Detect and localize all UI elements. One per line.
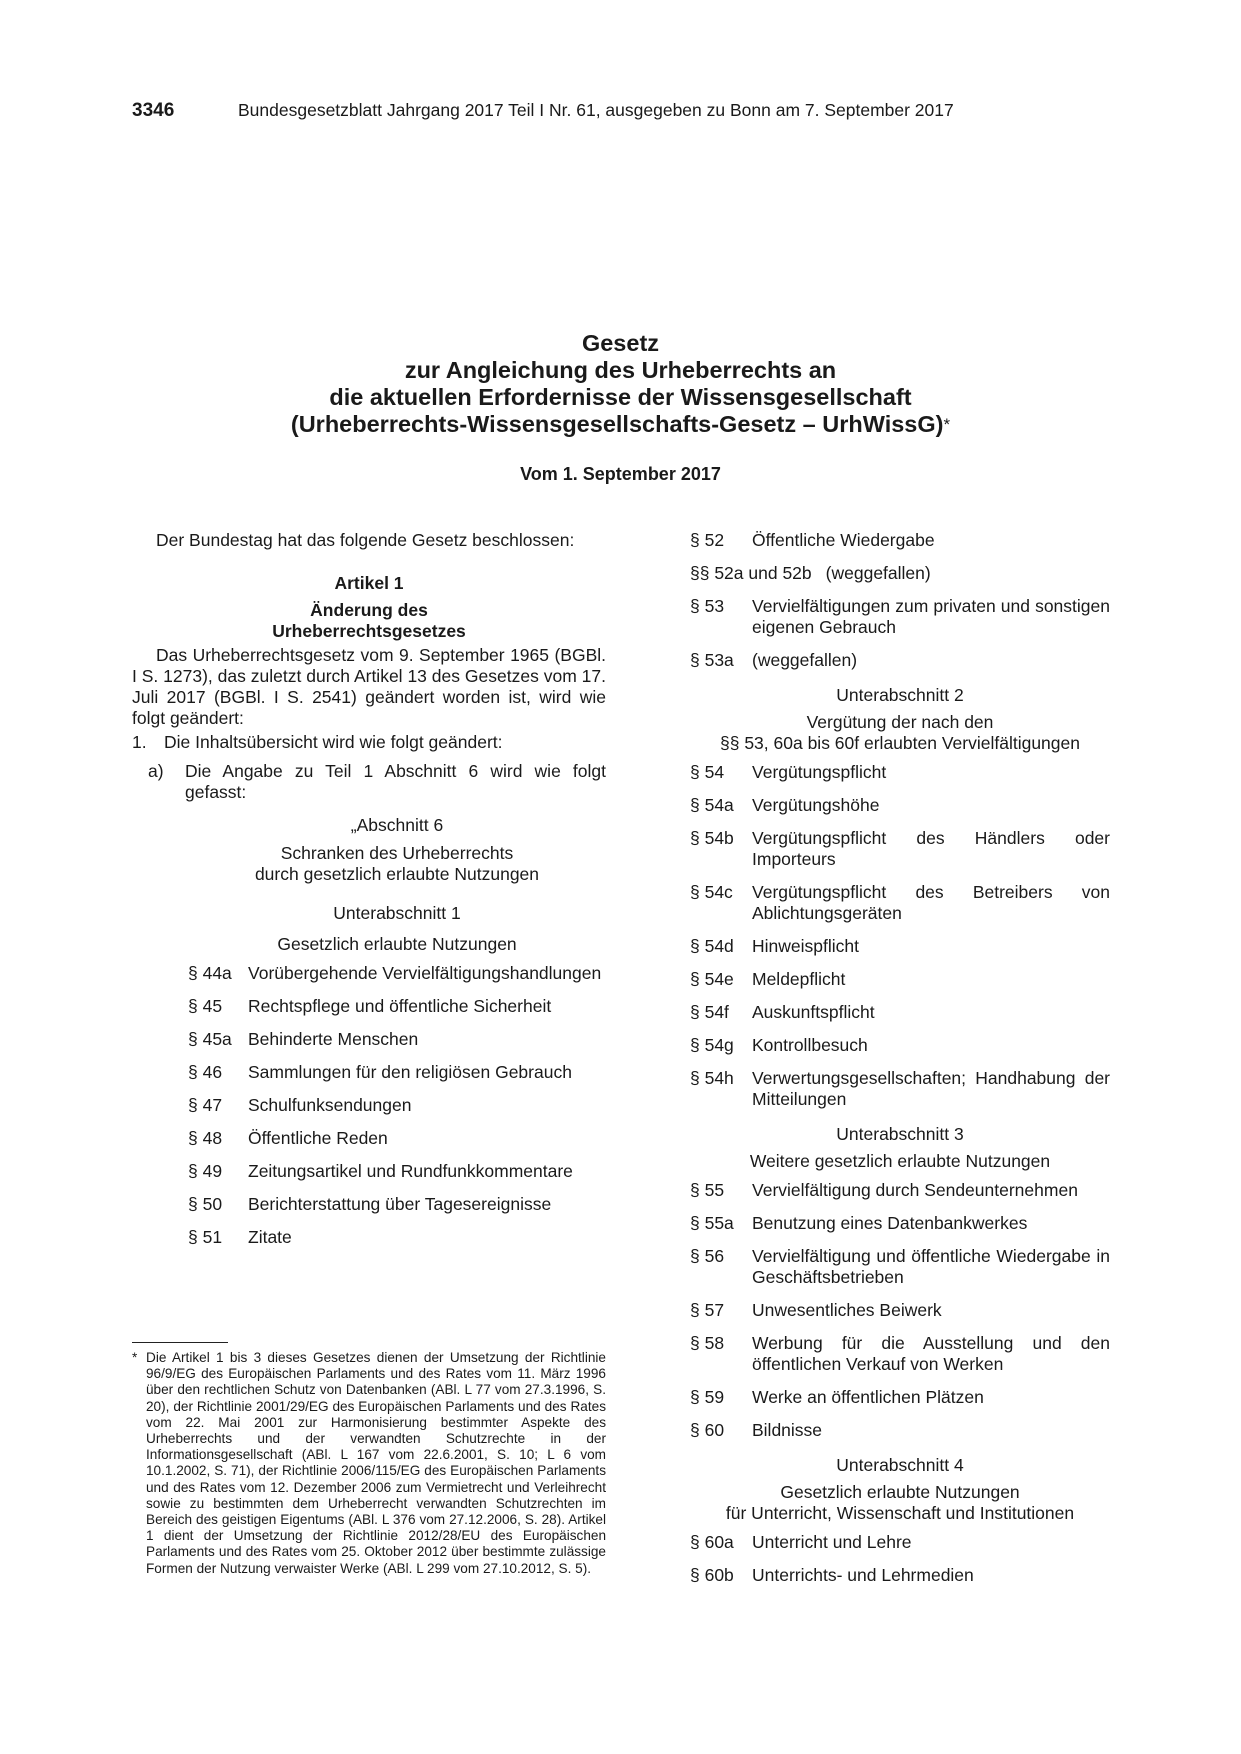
title-short-name: (Urheberrechts-Wissensgesellschafts-Gesetz – UrhWissG): [290, 411, 944, 437]
contents-entry: [188, 996, 606, 1017]
law-title: [0, 330, 1241, 438]
section-number: § 60a: [690, 1532, 734, 1552]
contents-entry: [188, 1062, 606, 1083]
page-header: [132, 100, 1141, 128]
section-title: Schulfunksendungen: [248, 1095, 412, 1115]
contents-entry: [188, 1029, 606, 1050]
subsection-heading: Unterabschnitt 2: [836, 685, 964, 705]
contents-entry: [690, 530, 1110, 551]
section-heading: „Abschnitt 6: [350, 815, 444, 835]
section-title: Vergütungshöhe: [752, 795, 880, 815]
section-title: Werbung für die Ausstellung und den öffentlichen Verkauf von Werken: [752, 1333, 1110, 1374]
section-number: § 44a: [188, 963, 232, 983]
section-title: Berichterstattung über Tagesereignisse: [248, 1194, 552, 1214]
section-number: § 54e: [690, 969, 734, 989]
right-column: [690, 530, 1110, 1598]
section-number: § 45: [188, 996, 223, 1016]
section-number: § 46: [188, 1062, 223, 1082]
contents-entry: [188, 963, 606, 984]
section-number: § 50: [188, 1194, 223, 1214]
contents-entry: [690, 936, 1110, 957]
contents-entry: [690, 828, 1110, 870]
list-item: [132, 761, 606, 803]
contents-entry: [690, 1246, 1110, 1288]
section-number: § 49: [188, 1161, 223, 1181]
enacting-clause: Der Bundestag hat das folgende Gesetz beschlossen:: [156, 530, 575, 550]
section-number: § 51: [188, 1227, 223, 1247]
subsection-title-line-2: §§ 53, 60a bis 60f erlaubten Vervielfältigungen: [720, 733, 1080, 753]
contents-entry: [188, 1227, 606, 1248]
subsection-title: Weitere gesetzlich erlaubte Nutzungen: [749, 1151, 1051, 1171]
law-date: Vom 1. September 2017: [520, 464, 721, 484]
subsection-title-line-1: Vergütung der nach den: [806, 712, 994, 732]
section-title-line-2: durch gesetzlich erlaubte Nutzungen: [254, 864, 540, 884]
section-title-line-1: Schranken des Urheberrechts: [280, 843, 514, 863]
section-number: § 60: [690, 1420, 725, 1440]
title-line-1: Gesetz: [581, 330, 660, 356]
section-title: Unterricht und Lehre: [752, 1532, 912, 1552]
section-number: § 53a: [690, 650, 734, 670]
subsection-heading: Unterabschnitt 4: [836, 1455, 964, 1475]
section-number: § 55: [690, 1180, 725, 1200]
section-title: Vervielfältigung durch Sendeunternehmen: [752, 1180, 1078, 1200]
section-title: Vervielfältigung und öffentliche Wiedergabe in Geschäftsbetrieben: [752, 1246, 1110, 1287]
section-number: § 47: [188, 1095, 223, 1115]
contents-entry: [690, 1035, 1110, 1056]
contents-entry: [690, 650, 1110, 671]
footnote-mark: *: [132, 1350, 138, 1365]
footnote-text: Die Artikel 1 bis 3 dieses Gesetzes dienen der Umsetzung der Richtlinie 96/9/EG des Europäischen Parlaments und des Rates vom 11. März 1996 über den rechtlichen Schutz von Datenbanken (ABl. L 77 vom 27.3.1996, S. 20), der Richtlinie 2001/29/EG des Europäischen Parlaments und des Rates vom 22. Mai 2001 zur Harmonisierung bestimmter Aspekte des Urheberrechts und der verwandten Schutzrechte in der Informationsgesellschaft (ABl. L 167 vom 22.6.2001, S. 10; L 6 vom 10.1.2002, S. 71), der Richtlinie 2006/115/EG des Europäischen Parlaments und des Rates vom 12. Dezember 2006 zum Vermietrecht und Verleihrecht sowie zu bestimmten dem Urheberrecht verwandten Schutzrechten im Bereich des geistigen Eigentums (ABl. L 376 vom 27.12.2006, S. 28). Artikel 1 dient der Umsetzung der Richtlinie 2012/28/EU des Europäischen Parlaments und des Rates vom 25. Oktober 2012 über bestimmte zulässige Formen der Nutzung verwaister Werke (ABl. L 299 vom 27.10.2012, S. 5).: [146, 1350, 606, 1576]
contents-entry: [690, 762, 1110, 783]
section-title: Rechtspflege und öffentliche Sicherheit: [248, 996, 552, 1016]
section-title: Hinweispflicht: [752, 936, 859, 956]
section-number: § 54: [690, 762, 725, 782]
section-number: § 54a: [690, 795, 734, 815]
contents-entry: [690, 1387, 1110, 1408]
section-title: Verwertungsgesellschaften; Handhabung der Mitteilungen: [752, 1068, 1110, 1109]
contents-entry: [188, 1128, 606, 1149]
section-number: § 48: [188, 1128, 223, 1148]
contents-entry: [188, 1194, 606, 1215]
section-number: §§ 52a und 52b: [690, 563, 812, 583]
list-item: [132, 732, 606, 753]
list-item-text: Die Angabe zu Teil 1 Abschnitt 6 wird wie folgt gefasst:: [185, 761, 606, 802]
contents-entry: [690, 795, 1110, 816]
section-number: § 52: [690, 530, 725, 550]
contents-list: [690, 530, 1110, 671]
left-column: [132, 530, 606, 1260]
section-title: Vergütungspflicht des Betreibers von Ablichtungsgeräten: [752, 882, 1110, 923]
contents-entry: [690, 1213, 1110, 1234]
amendment-paragraph: Das Urheberrechtsgesetz vom 9. September 1965 (BGBl. I S. 1273), das zuletzt durch Artikel 13 des Gesetzes vom 17. Juli 2017 (BGBl. I S. 2541) geändert worden ist, wird wie folgt geändert:: [132, 645, 606, 728]
section-number: § 54d: [690, 936, 734, 956]
title-line-3: die aktuellen Erfordernisse der Wissensgesellschaft: [329, 384, 912, 410]
section-title: Auskunftspflicht: [752, 1002, 875, 1022]
article-title-line-2: Urheberrechtsgesetzes: [272, 621, 466, 641]
section-number: § 54f: [690, 1002, 729, 1022]
section-number: § 54c: [690, 882, 733, 902]
section-title: (weggefallen): [825, 563, 931, 583]
contents-entry: [690, 563, 1110, 584]
list-item-text: Die Inhaltsübersicht wird wie folgt geändert:: [164, 732, 503, 752]
section-number: § 60b: [690, 1565, 734, 1585]
subsection-heading: Unterabschnitt 3: [836, 1124, 964, 1144]
section-number: § 56: [690, 1246, 725, 1266]
section-number: § 58: [690, 1333, 725, 1353]
section-title: Meldepflicht: [752, 969, 846, 989]
section-title: Öffentliche Wiedergabe: [752, 530, 935, 550]
title-line-4: [0, 411, 1241, 438]
section-title: Öffentliche Reden: [248, 1128, 388, 1148]
section-title: Behinderte Menschen: [248, 1029, 419, 1049]
contents-list: [690, 1532, 1110, 1586]
contents-entry: [690, 1565, 1110, 1586]
section-title: (weggefallen): [752, 650, 858, 670]
contents-entry: [690, 1068, 1110, 1110]
section-title: Vergütungspflicht: [752, 762, 887, 782]
section-number: § 53: [690, 596, 725, 616]
contents-entry: [188, 1161, 606, 1182]
contents-entry: [690, 882, 1110, 924]
section-number: § 55a: [690, 1213, 734, 1233]
title-line-2: zur Angleichung des Urheberrechts an: [404, 357, 837, 383]
section-title: Vervielfältigungen zum privaten und sonstigen eigenen Gebrauch: [752, 596, 1110, 637]
subsection-title: Gesetzlich erlaubte Nutzungen: [277, 934, 517, 954]
subsection-heading: Unterabschnitt 1: [333, 903, 461, 923]
inserted-contents: [132, 815, 606, 1248]
list-item-number: a): [148, 761, 164, 781]
section-title: Vorübergehende Vervielfältigungshandlungen: [248, 963, 602, 983]
section-title: Benutzung eines Datenbankwerkes: [752, 1213, 1028, 1233]
article-title-line-1: Änderung des: [310, 600, 428, 620]
section-title: Zitate: [248, 1227, 292, 1247]
contents-entry: [690, 1333, 1110, 1375]
section-title: Werke an öffentlichen Plätzen: [752, 1387, 984, 1407]
footnote-reference: *: [943, 415, 951, 434]
section-number: § 59: [690, 1387, 725, 1407]
footnote: [132, 1350, 606, 1577]
section-title: Sammlungen für den religiösen Gebrauch: [248, 1062, 572, 1082]
subsection-title-line-2: für Unterricht, Wissenschaft und Institutionen: [725, 1503, 1075, 1523]
section-number: § 54h: [690, 1068, 734, 1088]
section-title: Unterrichts- und Lehrmedien: [752, 1565, 974, 1585]
contents-entry: [690, 596, 1110, 638]
subsection-title-line-1: Gesetzlich erlaubte Nutzungen: [780, 1482, 1020, 1502]
contents-entry: [690, 1180, 1110, 1201]
section-title: Kontrollbesuch: [752, 1035, 868, 1055]
running-head: Bundesgesetzblatt Jahrgang 2017 Teil I Nr. 61, ausgegeben zu Bonn am 7. September 2017: [238, 100, 954, 120]
contents-list: [188, 963, 606, 1248]
page-number: 3346: [132, 100, 175, 121]
section-number: § 45a: [188, 1029, 232, 1049]
list-item-number: 1.: [132, 732, 147, 752]
contents-entry: [188, 1095, 606, 1116]
contents-entry: [690, 969, 1110, 990]
section-number: § 57: [690, 1300, 725, 1320]
section-title: Bildnisse: [752, 1420, 823, 1440]
contents-list: [690, 1180, 1110, 1441]
contents-list: [690, 762, 1110, 1110]
section-title: Unwesentliches Beiwerk: [752, 1300, 942, 1320]
section-number: § 54b: [690, 828, 734, 848]
contents-entry: [690, 1002, 1110, 1023]
contents-entry: [690, 1532, 1110, 1553]
article-heading: Artikel 1: [334, 573, 404, 593]
footnote-divider: [132, 1342, 228, 1343]
section-number: § 54g: [690, 1035, 734, 1055]
contents-entry: [690, 1420, 1110, 1441]
section-title: Zeitungsartikel und Rundfunkkommentare: [248, 1161, 573, 1181]
section-title: Vergütungspflicht des Händlers oder Importeurs: [752, 828, 1110, 869]
contents-entry: [690, 1300, 1110, 1321]
